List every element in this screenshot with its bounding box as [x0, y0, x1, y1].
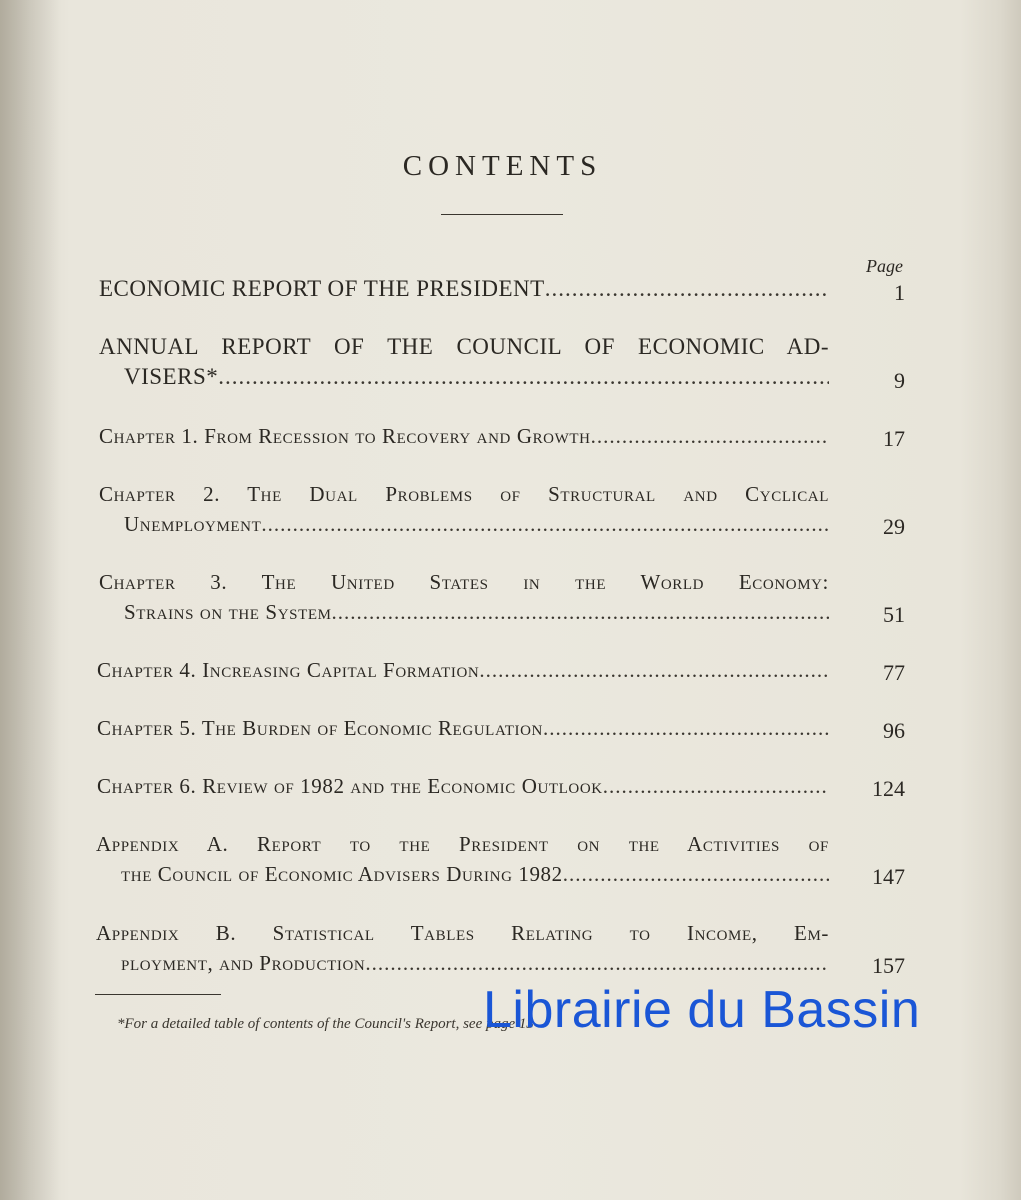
dot-leader: [603, 774, 829, 799]
toc-line: [121, 862, 829, 894]
watermark-text: Librairie du Bassin: [483, 981, 921, 1039]
toc-page-number: 17: [883, 426, 905, 451]
toc-entry-title: ECONOMIC REPORT OF THE PRESIDENT: [99, 276, 545, 301]
dot-leader: [479, 658, 829, 683]
toc-page-number: 147: [872, 864, 905, 889]
toc-line: [96, 921, 829, 953]
toc-page-number: 29: [883, 514, 905, 539]
toc-line: [97, 774, 829, 806]
toc-entry-title: Chapter 5. The Burden of Economic Regulation: [97, 716, 543, 740]
toc-line: [99, 570, 829, 602]
toc-entry-title-cont: Strains on the System: [124, 600, 332, 624]
heading-rule: [441, 214, 563, 215]
toc-page-number: 1: [894, 280, 905, 305]
toc-page-number: 124: [872, 776, 905, 801]
footnote-rule: [95, 994, 221, 995]
toc-entry-title: Appendix B. Statistical Tables Relating to Income, Em-: [96, 921, 829, 945]
toc-page-number: 51: [883, 602, 905, 627]
toc-line: [121, 951, 829, 983]
toc-line: [99, 276, 829, 308]
toc-entry-title-cont: ployment, and Production: [121, 951, 366, 975]
dot-leader: [218, 364, 829, 390]
toc-line: [124, 364, 829, 396]
toc-entry-title-cont: Unemployment: [124, 512, 262, 536]
toc-entry-title: Chapter 1. From Recession to Recovery and Growth: [99, 424, 591, 448]
toc-entry-title-cont: the Council of Economic Advisers During 1982: [121, 862, 563, 886]
dot-leader: [261, 512, 829, 537]
toc-entry-title-cont: VISERS*: [124, 364, 219, 389]
page-column-label: Page: [866, 256, 903, 276]
toc-line: [124, 600, 829, 632]
footnote: *For a detailed table of contents of the Council's Report, see page 13: [117, 1016, 534, 1032]
toc-page-number: 77: [883, 660, 905, 685]
toc-line: [99, 482, 829, 514]
dot-leader: [332, 600, 829, 625]
toc-page-number: 96: [883, 718, 905, 743]
dot-leader: [545, 276, 829, 302]
dot-leader: [543, 716, 829, 741]
toc-line: [96, 832, 829, 864]
toc-line: [97, 658, 829, 690]
toc-entry-title: Appendix A. Report to the President on the Activities of: [96, 832, 829, 856]
toc-line: [99, 424, 829, 456]
toc-entry-title: ANNUAL REPORT OF THE COUNCIL OF ECONOMIC AD-: [99, 334, 829, 359]
toc-page-number: 9: [894, 368, 905, 393]
toc-entry-title: Chapter 4. Increasing Capital Formation: [97, 658, 480, 682]
toc-line: [99, 334, 829, 366]
toc-page-number: 157: [872, 953, 905, 978]
dot-leader: [563, 862, 829, 887]
toc-line: [97, 716, 829, 748]
dot-leader: [365, 951, 829, 976]
toc-entry-title: Chapter 6. Review of 1982 and the Economic Outlook: [97, 774, 603, 798]
toc-entry-title: Chapter 3. The United States in the World Economy:: [99, 570, 829, 594]
dot-leader: [591, 424, 829, 449]
toc-entry-title: Chapter 2. The Dual Problems of Structural and Cyclical: [99, 482, 829, 506]
toc-line: [124, 512, 829, 544]
contents-heading: CONTENTS: [402, 150, 603, 182]
